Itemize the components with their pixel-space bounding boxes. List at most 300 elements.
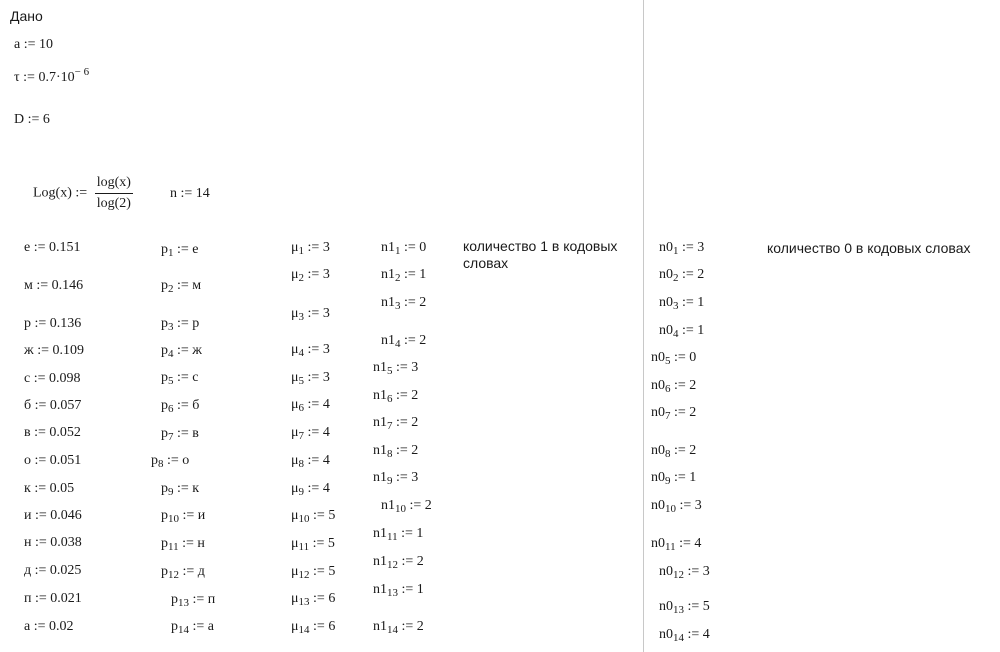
n1-index: 9 <box>387 475 393 487</box>
p-var: p <box>161 398 168 413</box>
letter-var: ж <box>24 343 34 358</box>
p-value: н <box>197 536 205 551</box>
d-definition[interactable] <box>14 112 50 128</box>
mu-index: 10 <box>298 513 310 525</box>
mu-index: 9 <box>298 486 305 498</box>
n0-assignment-row[interactable] <box>651 378 696 394</box>
n0-value: 2 <box>697 267 705 282</box>
mu-var: μ <box>291 425 299 440</box>
log-numerator: log(x) <box>95 175 133 194</box>
p-value: б <box>192 398 200 413</box>
mu-index: 13 <box>298 596 310 608</box>
assign-op: := <box>682 295 694 310</box>
p-assignment-row[interactable] <box>171 592 215 608</box>
assign-op: := <box>35 591 47 606</box>
n1-value: 0 <box>419 240 427 255</box>
n1-assignment-row[interactable] <box>381 267 426 283</box>
tau-value: 0.7·10 <box>38 70 75 85</box>
probability-value: 0.051 <box>49 453 82 468</box>
mu-assignment-row[interactable] <box>291 453 330 469</box>
a-definition[interactable] <box>14 37 53 53</box>
p-assignment-row[interactable] <box>161 316 199 332</box>
mu-index: 12 <box>298 569 310 581</box>
mu-value: 6 <box>328 591 336 606</box>
n0-var: n0 <box>659 267 673 282</box>
assign-op: := <box>404 267 416 282</box>
mu-value: 5 <box>328 508 336 523</box>
n1-assignment-row[interactable] <box>373 582 424 598</box>
letter-var: д <box>24 563 32 578</box>
assign-op: := <box>33 240 46 255</box>
assign-op: := <box>177 316 189 331</box>
p-index: 5 <box>168 375 174 387</box>
p-var: p <box>161 426 168 441</box>
assign-op: := <box>313 508 325 523</box>
n1-index: 8 <box>387 448 393 460</box>
tau-var: τ <box>14 70 20 85</box>
probability-value: 0.151 <box>49 240 81 255</box>
n1-index: 2 <box>395 272 401 284</box>
assign-op: := <box>34 453 47 468</box>
letter-var: р <box>24 316 31 331</box>
n1-assignment-row[interactable] <box>373 443 418 459</box>
p-value: о <box>182 453 190 468</box>
p-index: 13 <box>178 597 189 609</box>
mu-index: 14 <box>298 624 310 636</box>
n1-assignment-row[interactable] <box>373 415 418 431</box>
n0-index: 4 <box>673 328 679 340</box>
n1-index: 3 <box>395 300 401 312</box>
n1-index: 12 <box>387 559 398 571</box>
assign-op: := <box>34 563 47 578</box>
n0-value: 1 <box>689 470 697 485</box>
p-var: p <box>151 453 158 468</box>
p-var: p <box>161 316 168 331</box>
n1-index: 1 <box>395 245 401 257</box>
assign-op: := <box>687 564 700 579</box>
n0-assignment-row[interactable] <box>651 443 696 459</box>
n1-index: 6 <box>387 393 393 405</box>
probability-value: 0.02 <box>49 619 74 634</box>
p-assignment-row[interactable] <box>161 426 199 442</box>
assign-op: := <box>674 405 686 420</box>
n0-assignment-row[interactable] <box>651 350 696 366</box>
mu-var: μ <box>291 536 299 551</box>
p-value: р <box>192 316 200 331</box>
mu-assignment-row[interactable] <box>291 481 330 497</box>
assign-op: := <box>75 185 88 201</box>
p-index: 11 <box>168 541 179 553</box>
n0-var: n0 <box>659 564 673 579</box>
assign-op: := <box>396 443 408 458</box>
p-assignment-row[interactable] <box>161 536 205 552</box>
n0-index: 2 <box>673 272 679 284</box>
assign-op: := <box>401 526 413 541</box>
n0-assignment-row[interactable] <box>651 405 696 421</box>
assign-op: := <box>307 481 320 496</box>
mu-var: μ <box>291 619 299 634</box>
n0-index: 3 <box>673 300 679 312</box>
letter-var: с <box>24 371 31 386</box>
assign-op: := <box>177 398 189 413</box>
n0-value: 4 <box>694 536 702 551</box>
p-assignment-row[interactable] <box>151 453 189 469</box>
given-heading: Дано <box>10 8 43 24</box>
probability-value: 0.109 <box>52 343 84 358</box>
n1-value: 1 <box>416 526 424 541</box>
assign-op: := <box>401 554 414 569</box>
n1-assignment-row[interactable] <box>381 333 426 349</box>
assign-op: := <box>27 112 40 127</box>
assign-op: := <box>34 481 47 496</box>
a-var: a <box>14 37 21 52</box>
assign-op: := <box>307 453 320 468</box>
n1-var: n1 <box>373 526 387 541</box>
assign-op: := <box>23 70 35 85</box>
probability-row[interactable] <box>24 278 83 294</box>
n1-value: 2 <box>411 443 419 458</box>
probability-row[interactable] <box>24 316 81 332</box>
n1-index: 4 <box>395 338 401 350</box>
assign-op: := <box>313 591 325 606</box>
mu-value: 4 <box>322 481 330 496</box>
assign-op: := <box>313 619 325 634</box>
p-index: 4 <box>168 348 174 360</box>
n1-var: n1 <box>373 470 387 485</box>
mu-var: μ <box>291 240 299 255</box>
mu-value: 3 <box>322 240 330 255</box>
mu-index: 5 <box>298 375 305 387</box>
n0-assignment-row[interactable] <box>651 536 701 552</box>
n0-value: 3 <box>694 498 702 513</box>
assign-op: := <box>33 371 46 386</box>
assign-op: := <box>182 508 195 523</box>
d-var: D <box>14 112 25 127</box>
n1-assignment-row[interactable] <box>373 470 418 486</box>
n-definition[interactable] <box>170 186 210 202</box>
assign-op: := <box>177 481 189 496</box>
n0-var: n0 <box>651 405 665 420</box>
p-index: 1 <box>168 247 174 259</box>
log-fraction <box>95 175 133 212</box>
assign-op: := <box>307 240 320 255</box>
probability-value: 0.057 <box>49 398 82 413</box>
mu-index: 1 <box>298 245 305 257</box>
n1-var: n1 <box>381 295 395 310</box>
n0-index: 6 <box>665 383 671 395</box>
n0-var: n0 <box>659 295 673 310</box>
p-assignment-row[interactable] <box>161 343 202 359</box>
n1-value: 2 <box>419 333 427 348</box>
n1-assignment-row[interactable] <box>373 526 423 542</box>
probability-value: 0.046 <box>50 508 82 523</box>
n1-var: n1 <box>373 415 387 430</box>
assign-op: := <box>401 582 414 597</box>
mu-assignment-row[interactable] <box>291 536 335 552</box>
n1-index: 14 <box>387 624 398 636</box>
assign-op: := <box>33 619 46 634</box>
mu-value: 5 <box>328 564 336 579</box>
p-value: а <box>207 619 215 634</box>
p-var: p <box>171 619 178 634</box>
mu-assignment-row[interactable] <box>291 240 330 256</box>
n0-var: n0 <box>651 536 665 551</box>
n1-assignment-row[interactable] <box>373 360 418 376</box>
n0-var: n0 <box>659 599 673 614</box>
n0-index: 11 <box>665 541 676 553</box>
n0-var: n0 <box>659 323 673 338</box>
mu-assignment-row[interactable] <box>291 619 335 635</box>
n0-var: n0 <box>651 443 665 458</box>
assign-op: := <box>682 240 694 255</box>
mu-var: μ <box>291 397 299 412</box>
probability-value: 0.05 <box>49 481 75 496</box>
n0-assignment-row[interactable] <box>659 564 710 580</box>
n0-assignment-row[interactable] <box>659 599 710 615</box>
p-value: д <box>197 564 205 579</box>
mu-var: μ <box>291 508 299 523</box>
assign-op: := <box>396 388 408 403</box>
mu-var: μ <box>291 453 299 468</box>
n0-index: 5 <box>665 355 671 367</box>
n-var: n <box>170 186 177 201</box>
n1-index: 11 <box>387 531 398 543</box>
n1-assignment-row[interactable] <box>373 388 418 404</box>
p-assignment-row[interactable] <box>161 564 205 580</box>
letter-var: м <box>24 278 33 293</box>
mu-var: μ <box>291 267 299 282</box>
p-assignment-row[interactable] <box>161 370 199 386</box>
probability-value: 0.038 <box>50 535 82 550</box>
mu-assignment-row[interactable] <box>291 564 335 580</box>
p-var: p <box>161 481 168 496</box>
mu-assignment-row[interactable] <box>291 397 330 413</box>
mu-index: 4 <box>298 347 305 359</box>
mu-value: 4 <box>322 397 330 412</box>
probability-value: 0.136 <box>49 316 82 331</box>
n1-index: 13 <box>387 587 398 599</box>
probability-row[interactable] <box>24 398 81 414</box>
assign-op: := <box>35 508 47 523</box>
n1-assignment-row[interactable] <box>373 619 424 635</box>
tau-definition[interactable] <box>14 66 90 86</box>
letter-var: и <box>24 508 32 523</box>
mu-value: 3 <box>322 370 330 385</box>
letter-var: к <box>24 481 31 496</box>
mu-value: 3 <box>322 342 330 357</box>
zeros-count-label: количество 0 в кодовых словах <box>767 240 971 256</box>
n0-value: 0 <box>689 350 697 365</box>
mu-assignment-row[interactable] <box>291 267 330 283</box>
assign-op: := <box>687 599 700 614</box>
n0-var: n0 <box>651 378 665 393</box>
assign-op: := <box>34 316 47 331</box>
p-assignment-row[interactable] <box>161 481 199 497</box>
assign-op: := <box>177 426 189 441</box>
assign-op: := <box>396 360 408 375</box>
assign-op: := <box>401 619 414 634</box>
p-assignment-row[interactable] <box>161 278 201 294</box>
n0-value: 4 <box>702 627 710 642</box>
n0-value: 3 <box>697 240 705 255</box>
probability-row[interactable] <box>24 591 82 607</box>
n0-assignment-row[interactable] <box>659 267 704 283</box>
p-assignment-row[interactable] <box>161 398 199 414</box>
mu-index: 8 <box>298 458 305 470</box>
mu-value: 4 <box>322 453 330 468</box>
assign-op: := <box>404 240 416 255</box>
letter-var: е <box>24 240 31 255</box>
n0-index: 8 <box>665 448 671 460</box>
n1-value: 2 <box>416 619 424 634</box>
mu-assignment-row[interactable] <box>291 425 330 441</box>
probability-row[interactable] <box>24 535 82 551</box>
n0-index: 7 <box>665 410 671 422</box>
probability-row[interactable] <box>24 425 81 441</box>
assign-op: := <box>37 343 49 358</box>
assign-op: := <box>167 453 179 468</box>
assign-op: := <box>674 350 686 365</box>
n0-index: 10 <box>665 503 676 515</box>
n0-index: 14 <box>673 632 684 644</box>
n0-assignment-row[interactable] <box>651 498 702 514</box>
mu-index: 7 <box>298 430 305 442</box>
mu-var: μ <box>291 564 299 579</box>
mu-assignment-row[interactable] <box>291 508 335 524</box>
probability-row[interactable] <box>24 343 84 359</box>
a-value: 10 <box>39 37 54 52</box>
p-var: p <box>161 242 168 257</box>
p-index: 10 <box>168 513 179 525</box>
n0-index: 13 <box>673 604 684 616</box>
mu-value: 6 <box>328 619 336 634</box>
n1-value: 2 <box>424 498 432 513</box>
letter-var: б <box>24 398 32 413</box>
letter-var: в <box>24 425 31 440</box>
assign-op: := <box>409 498 422 513</box>
assign-op: := <box>180 186 193 201</box>
probability-row[interactable] <box>24 563 81 579</box>
p-value: с <box>192 370 199 385</box>
assign-op: := <box>307 267 320 282</box>
n0-assignment-row[interactable] <box>651 470 696 486</box>
assign-op: := <box>682 323 694 338</box>
mu-assignment-row[interactable] <box>291 342 330 358</box>
p-index: 3 <box>168 321 174 333</box>
p-var: p <box>161 370 168 385</box>
assign-op: := <box>313 564 325 579</box>
assign-op: := <box>307 397 320 412</box>
p-var: p <box>171 592 178 607</box>
p-index: 12 <box>168 569 179 581</box>
probability-row[interactable] <box>24 619 74 635</box>
n1-var: n1 <box>373 582 387 597</box>
assign-op: := <box>307 342 320 357</box>
assign-op: := <box>687 627 700 642</box>
n1-assignment-row[interactable] <box>381 295 426 311</box>
n1-assignment-row[interactable] <box>373 554 424 570</box>
n-value: 14 <box>195 186 210 201</box>
assign-op: := <box>34 398 47 413</box>
assign-op: := <box>192 592 205 607</box>
assign-op: := <box>682 267 694 282</box>
n1-var: n1 <box>381 240 395 255</box>
n0-value: 2 <box>689 443 697 458</box>
n0-assignment-row[interactable] <box>659 295 704 311</box>
n0-var: n0 <box>651 350 665 365</box>
n0-var: n0 <box>651 470 665 485</box>
n0-assignment-row[interactable] <box>659 240 704 256</box>
assign-op: := <box>396 415 408 430</box>
probability-row[interactable] <box>24 481 74 497</box>
mu-var: μ <box>291 342 299 357</box>
n1-value: 2 <box>411 415 419 430</box>
assign-op: := <box>35 535 47 550</box>
mu-index: 2 <box>298 272 305 284</box>
probability-value: 0.052 <box>49 425 81 440</box>
p-var: p <box>161 564 168 579</box>
assign-op: := <box>674 443 686 458</box>
log-definition[interactable] <box>33 175 133 212</box>
mu-assignment-row[interactable] <box>291 370 330 386</box>
probability-value: 0.098 <box>49 371 81 386</box>
probability-row[interactable] <box>24 371 81 387</box>
n0-assignment-row[interactable] <box>659 627 710 643</box>
n1-var: n1 <box>373 360 387 375</box>
mu-value: 3 <box>322 267 330 282</box>
probability-row[interactable] <box>24 240 81 256</box>
assign-op: := <box>307 306 320 321</box>
n1-var: n1 <box>373 554 387 569</box>
n1-index: 10 <box>395 503 406 515</box>
n1-value: 2 <box>411 388 419 403</box>
mu-value: 4 <box>322 425 330 440</box>
p-var: p <box>161 278 168 293</box>
mu-index: 11 <box>298 541 310 553</box>
assign-op: := <box>182 564 195 579</box>
probability-row[interactable] <box>24 508 82 524</box>
n0-value: 2 <box>689 378 697 393</box>
p-index: 8 <box>158 458 164 470</box>
mu-index: 6 <box>298 402 305 414</box>
n0-assignment-row[interactable] <box>659 323 704 339</box>
n1-value: 2 <box>419 295 427 310</box>
n1-value: 2 <box>416 554 424 569</box>
n1-value: 3 <box>411 360 419 375</box>
mu-value: 3 <box>322 306 330 321</box>
letter-var: о <box>24 453 31 468</box>
n1-value: 3 <box>411 470 419 485</box>
assign-op: := <box>182 536 194 551</box>
assign-op: := <box>23 37 36 52</box>
p-value: в <box>192 426 199 441</box>
mu-assignment-row[interactable] <box>291 591 335 607</box>
probability-row[interactable] <box>24 453 81 469</box>
p-value: и <box>197 508 206 523</box>
n1-assignment-row[interactable] <box>381 498 432 514</box>
mu-var: μ <box>291 481 299 496</box>
n1-index: 5 <box>387 365 393 377</box>
n1-assignment-row[interactable] <box>381 240 426 256</box>
d-value: 6 <box>42 112 50 127</box>
letter-var: н <box>24 535 32 550</box>
p-assignment-row[interactable] <box>161 242 199 258</box>
p-assignment-row[interactable] <box>171 619 214 635</box>
mu-assignment-row[interactable] <box>291 306 330 322</box>
tau-exponent: − 6 <box>74 66 90 78</box>
p-assignment-row[interactable] <box>161 508 205 524</box>
log-denominator: log(2) <box>96 196 131 211</box>
